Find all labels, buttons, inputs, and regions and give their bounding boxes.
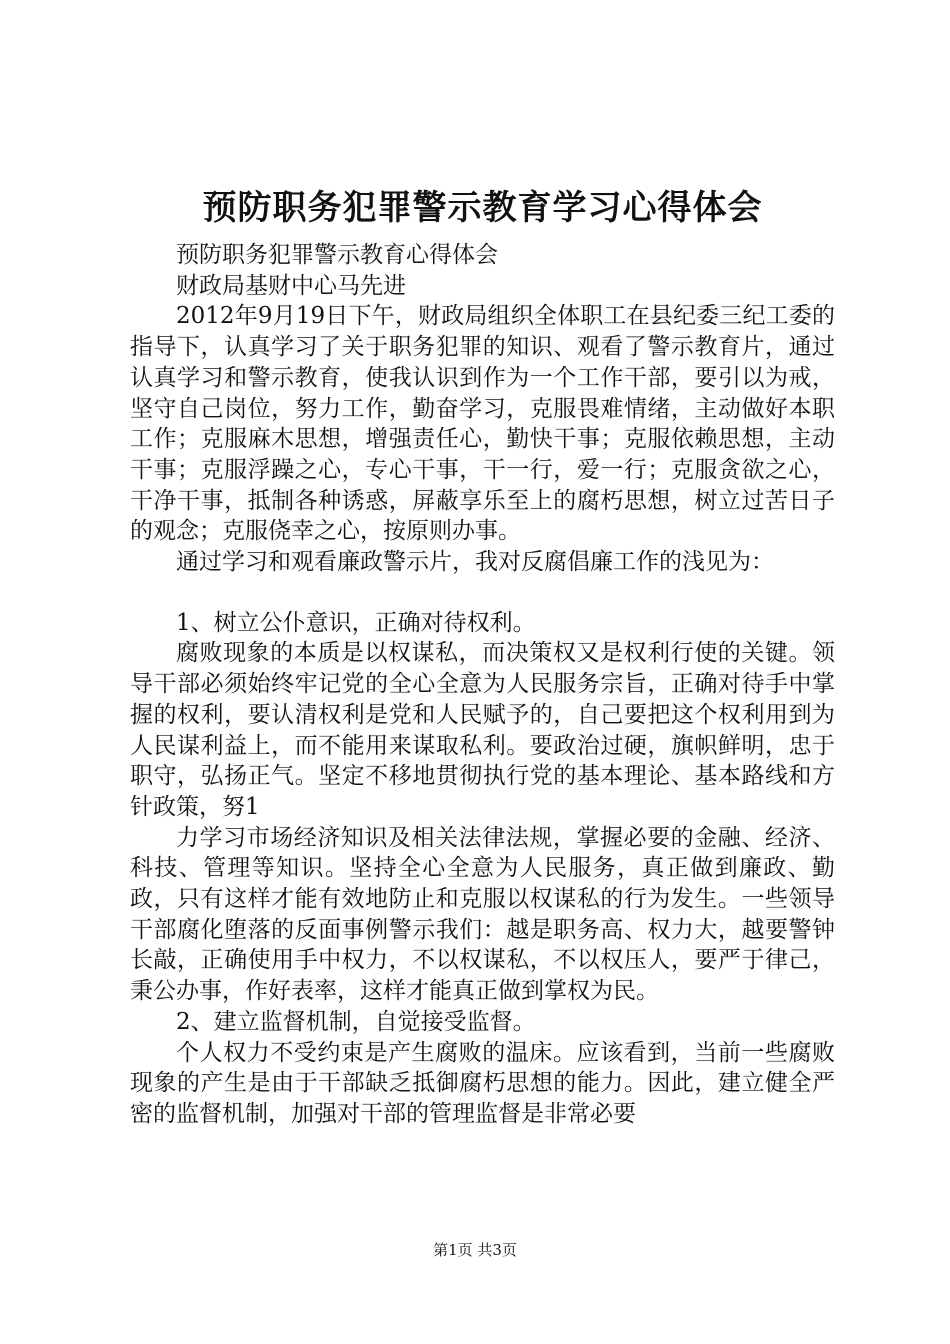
paragraph-lead: 通过学习和观看廉政警示片，我对反腐倡廉工作的浅见为： — [176, 549, 774, 576]
document-page — [130, 180, 835, 1130]
paragraph-subtitle: 预防职务犯罪警示教育心得体会 — [176, 242, 498, 268]
paragraph-section-1a: 腐败现象的本质是以权谋私，而决策权又是权利行使的关键。领导干部必须始终牢记党的全心全意为人民服务宗旨，正确对待手中掌握的权利，要认清权利是党和人民赋予的，自己要把这个权利用到为人民谋利益上，而不能用来谋取私利。要政治过硬，旗帜鲜明，忠于职守，弘扬正气。坚定不移地贯彻执行党的基本理论、基本路线和方针政策，努1 — [130, 640, 835, 820]
document-body — [130, 240, 835, 1130]
page-footer: 第1页 共3页 — [433, 1241, 517, 1259]
document-title: 预防职务犯罪警示教育学习心得体会 — [202, 188, 763, 228]
paragraph-section-2a: 个人权力不受约束是产生腐败的温床。应该看到，当前一些腐败现象的产生是由于干部缺乏抵御腐朽思想的能力。因此，建立健全严密的监督机制，加强对干部的管理监督是非常必要 — [130, 1039, 835, 1127]
paragraph-section-1b: 力学习市场经济知识及相关法律法规，掌握必要的金融、经济、科技、管理等知识。坚持全心全意为人民服务，真正做到廉政、勤政，只有这样才能有效地防止和克服以权谋私的行为发生。一些领导干部腐化堕落的反面事例警示我们：越是职务高、权力大，越要警钟长敲，正确使用手中权力，不以权谋私，不以权压人，要严于律己，秉公办事，作好表率，这样才能真正做到掌权为民。 — [130, 824, 835, 1005]
paragraph-author: 财政局基财中心马先进 — [176, 272, 406, 299]
section-heading-1: 1、树立公仆意识，正确对待权利。 — [176, 609, 536, 636]
section-heading-2: 2、建立监督机制，自觉接受监督。 — [176, 1008, 536, 1035]
paragraph-intro: 2012年9月19日下午，财政局组织全体职工在县纪委三纪工委的指导下，认真学习了关于职务犯罪的知识、观看了警示教育片，通过认真学习和警示教育，使我认识到作为一个工作干部，要引以为戒，坚守自己岗位，努力工作，勤奋学习，克服畏难情绪，主动做好本职工作；克服麻木思想，增强责任心，勤快干事；克服依赖思想，主动干事；克服浮躁之心，专心干事，干一行，爱一行；克服贪欲之心，干净干事，抵制各种诱惑，屏蔽享乐至上的腐朽思想，树立过苦日子的观念；克服侥幸之心，按原则办事。 — [130, 303, 835, 545]
